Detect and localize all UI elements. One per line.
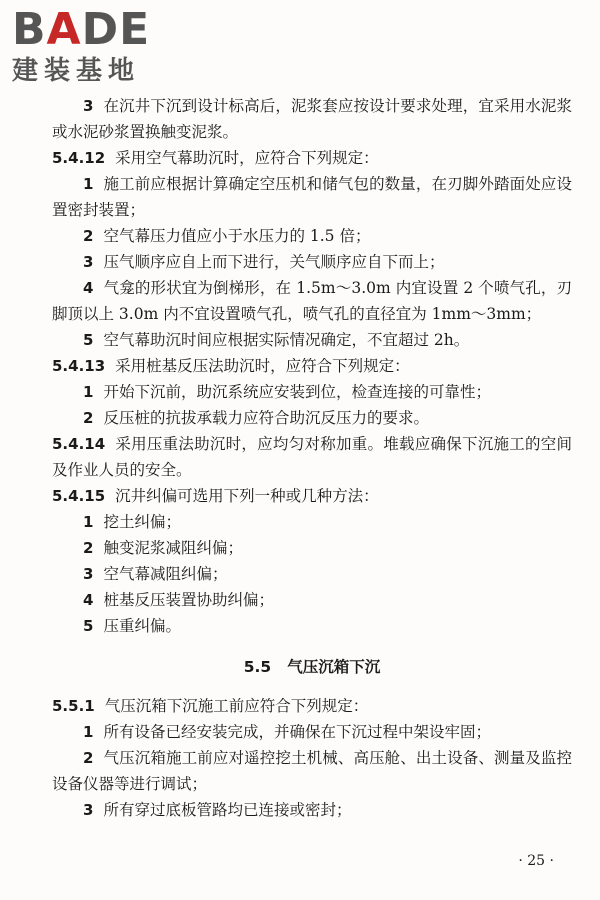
clause-text: 采用桩基反压法助沉时，应符合下列规定： [115,357,410,375]
item-number: 3 [83,801,94,819]
item-text: 压重纠偏。 [103,617,181,635]
item-number: 1 [83,723,94,741]
item-number: 2 [83,539,94,557]
item-text: 气龛的形状宜为倒梯形，在 1.5m～3.0m 内宜设置 2 个喷气孔，刃脚顶以上 3.0m 内不宜设置喷气孔，喷气孔的直径宜为 1mm～3mm； [52,279,572,323]
logo-subtitle: 建装基地 [12,56,141,86]
item-text: 所有设备已经安装完成，并确保在下沉过程中架设牢固； [103,723,491,741]
clause-paragraph [52,431,572,483]
clause-number: 5.5.1 [52,697,95,715]
item-number: 1 [83,175,94,193]
item-text: 开始下沉前，助沉系统应安装到位，检查连接的可靠性； [103,383,491,401]
item-text: 所有穿过底板管路均已连接或密封； [103,801,352,819]
clause-number: 5.4.13 [52,357,106,375]
item-number: 1 [83,383,94,401]
clause-paragraph [52,483,572,509]
list-item [52,223,572,249]
clause-text: 气压沉箱下沉施工前应符合下列规定： [104,697,369,715]
clause-text: 采用压重法助沉时，应均匀对称加重。堆载应确保下沉施工的空间及作业人员的安全。 [52,435,572,479]
list-item [52,93,572,145]
list-item [52,405,572,431]
clause-paragraph [52,693,572,719]
item-number: 2 [83,227,94,245]
item-number: 3 [83,565,94,583]
item-text: 空气幕助沉时间应根据实际情况确定，不宜超过 2h。 [103,331,470,349]
list-item [52,561,572,587]
list-item [52,509,572,535]
logo-letter-d: D [81,4,120,55]
item-number: 4 [83,591,94,609]
document-body [52,93,572,823]
logo-letter-b: B [12,4,47,55]
item-text: 在沉井下沉到设计标高后，泥浆套应按设计要求处理，宜采用水泥浆或水泥砂浆置换触变泥浆。 [52,97,572,141]
item-text: 施工前应根据计算确定空压机和储气包的数量，在刃脚外踏面处应设置密封装置； [52,175,572,219]
list-item [52,745,572,797]
list-item [52,719,572,745]
list-item [52,613,572,639]
list-item [52,587,572,613]
clause-text: 沉井纠偏可选用下列一种或几种方法： [115,487,379,505]
list-item [52,379,572,405]
logo-letter-a: A [46,4,82,55]
clause-text: 采用空气幕助沉时，应符合下列规定： [115,149,379,167]
item-text: 挖土纠偏； [103,513,181,531]
item-text: 空气幕减阻纠偏； [103,565,228,583]
list-item [52,327,572,353]
clause-paragraph [52,353,572,379]
section-number: 5.5 [243,658,272,676]
item-text: 气压沉箱施工前应对遥控挖土机械、高压舱、出土设备、测量及监控设备仪器等进行调试； [52,749,572,793]
item-text: 压气顺序应自上而下进行，关气顺序应自下而上； [103,253,445,271]
clause-number: 5.4.14 [52,435,106,453]
list-item [52,249,572,275]
list-item [52,275,572,327]
list-item [52,171,572,223]
item-number: 4 [83,279,94,297]
logo-letter-e: E [119,4,151,55]
item-text: 触变泥浆减阻纠偏； [103,539,243,557]
section-title-text: 气压沉箱下沉 [287,658,381,676]
item-number: 5 [83,331,94,349]
clause-paragraph [52,145,572,171]
list-item [52,797,572,823]
item-number: 5 [83,617,94,635]
page-number: · 25 · [518,853,554,869]
list-item [52,535,572,561]
item-number: 2 [83,409,94,427]
item-text: 空气幕压力值应小于水压力的 1.5 倍； [103,227,371,245]
item-number: 1 [83,513,94,531]
item-number: 3 [83,253,94,271]
bade-logo [12,6,182,86]
section-heading [52,654,572,680]
item-number: 2 [83,749,94,767]
logo-wordmark [12,6,182,54]
item-number: 3 [83,97,94,115]
clause-number: 5.4.12 [52,149,106,167]
clause-number: 5.4.15 [52,487,106,505]
item-text: 反压桩的抗拔承载力应符合助沉反压力的要求。 [103,409,429,427]
item-text: 桩基反压装置协助纠偏； [103,591,274,609]
